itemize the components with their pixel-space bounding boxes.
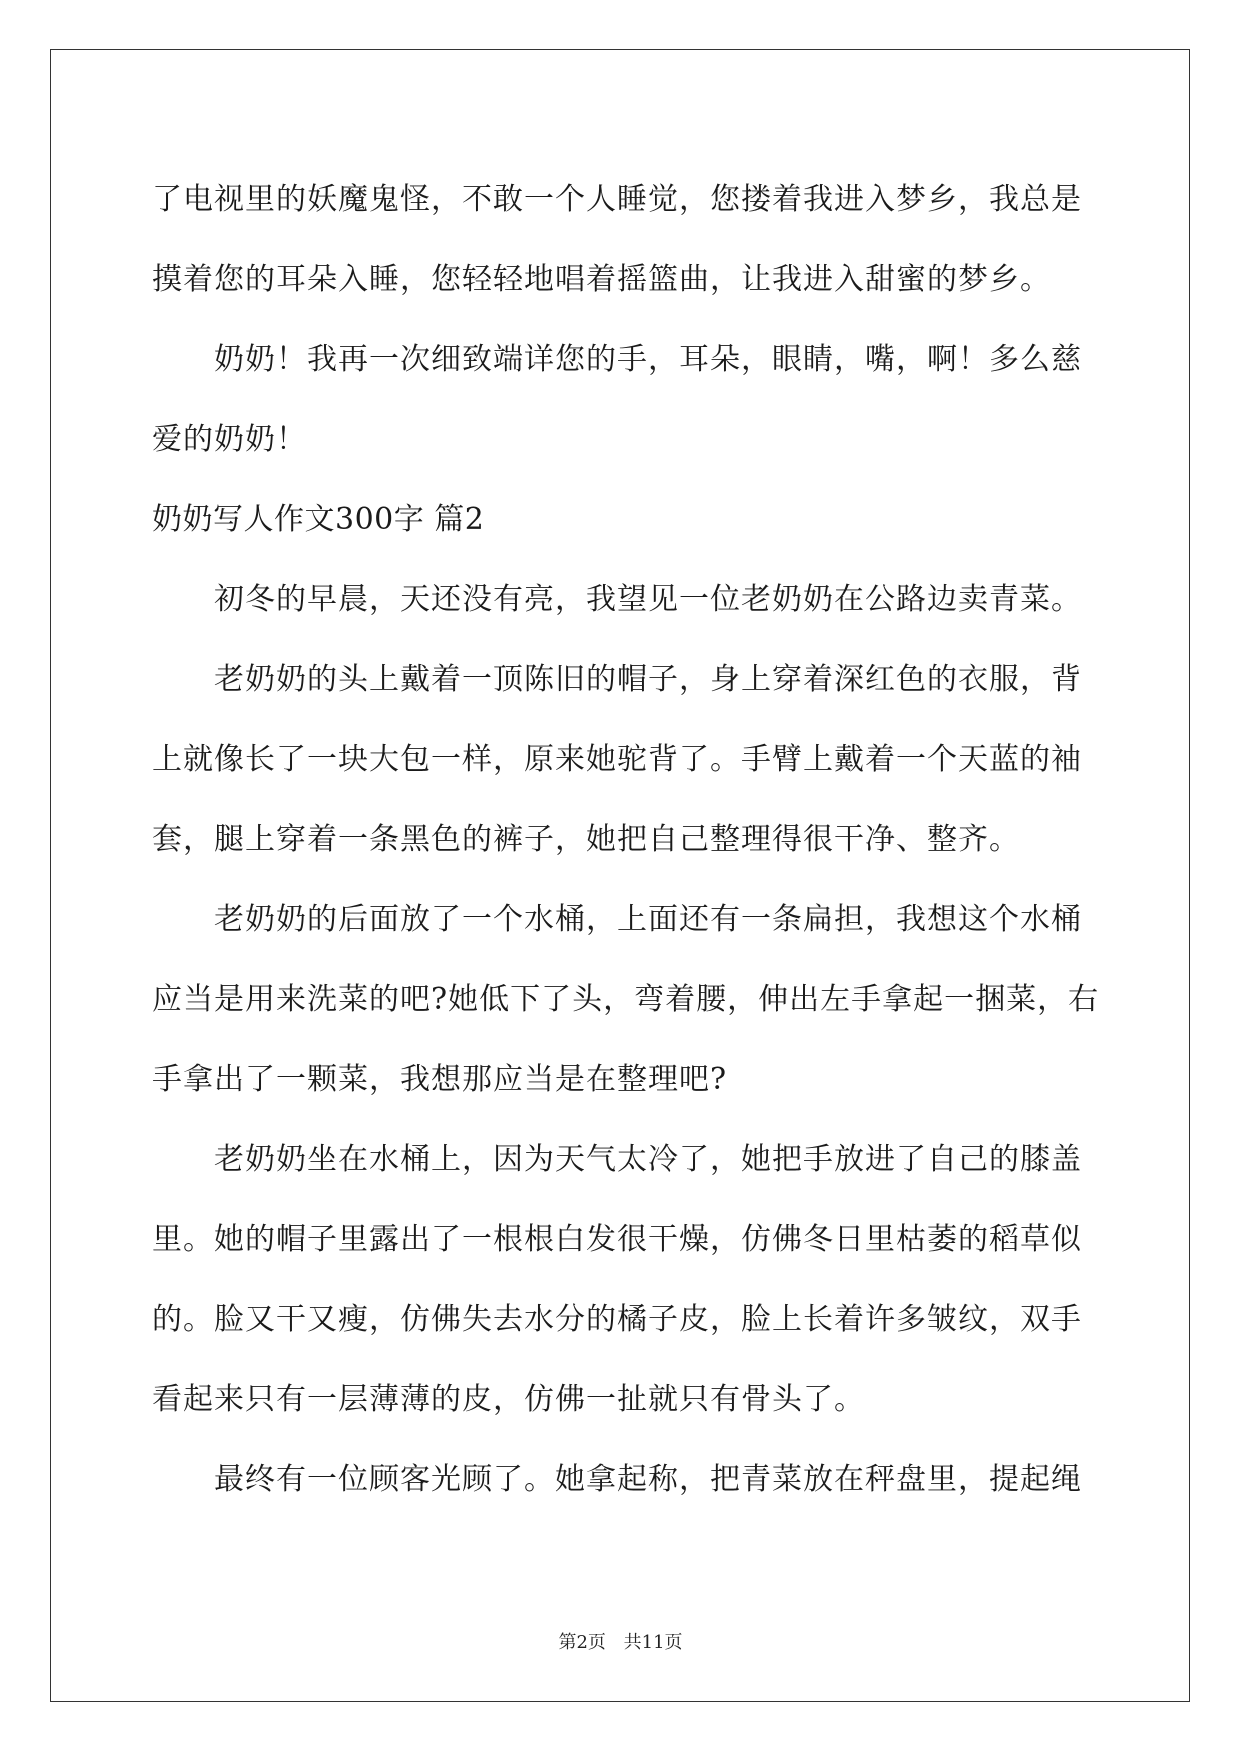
text-line-6: 初冬的早晨，天还没有亮，我望见一位老奶奶在公路边卖青菜。 <box>214 582 1082 617</box>
page-footer <box>0 1628 1241 1654</box>
page-total: 共11页 <box>623 1632 683 1653</box>
text-line-12: 手拿出了一颗菜，我想那应当是在整理吧? <box>152 1062 728 1097</box>
text-line-13: 老奶奶坐在水桶上，因为天气太冷了，她把手放进了自己的膝盖 <box>214 1142 1082 1177</box>
text-line-4: 爱的奶奶！ <box>152 422 307 457</box>
text-line-17: 最终有一位顾客光顾了。她拿起称，把青菜放在秤盘里，提起绳 <box>214 1462 1082 1497</box>
text-line-3: 奶奶！我再一次细致端详您的手，耳朵，眼睛，嘴，啊！多么慈 <box>214 342 1082 377</box>
text-line-2: 摸着您的耳朵入睡，您轻轻地唱着摇篮曲，让我进入甜蜜的梦乡。 <box>152 262 1051 297</box>
text-line-9: 套，腿上穿着一条黑色的裤子，她把自己整理得很干净、整齐。 <box>152 822 1020 857</box>
text-line-11: 应当是用来洗菜的吧?她低下了头，弯着腰，伸出左手拿起一捆菜，右 <box>152 982 1100 1017</box>
text-line-10: 老奶奶的后面放了一个水桶，上面还有一条扁担，我想这个水桶 <box>214 902 1082 937</box>
text-line-1: 了电视里的妖魔鬼怪，不敢一个人睡觉，您搂着我进入梦乡，我总是 <box>152 182 1082 217</box>
section-heading: 奶奶写人作文300字 篇2 <box>152 502 485 537</box>
document-body <box>152 160 1100 1520</box>
text-line-8: 上就像长了一块大包一样，原来她驼背了。手臂上戴着一个天蓝的袖 <box>152 742 1082 777</box>
text-line-14: 里。她的帽子里露出了一根根白发很干燥，仿佛冬日里枯萎的稻草似 <box>152 1222 1082 1257</box>
text-line-7: 老奶奶的头上戴着一顶陈旧的帽子，身上穿着深红色的衣服，背 <box>214 662 1082 697</box>
page-number: 第2页 <box>558 1632 606 1653</box>
text-line-15: 的。脸又干又瘦，仿佛失去水分的橘子皮，脸上长着许多皱纹，双手 <box>152 1302 1082 1337</box>
text-line-16: 看起来只有一层薄薄的皮，仿佛一扯就只有骨头了。 <box>152 1382 865 1417</box>
